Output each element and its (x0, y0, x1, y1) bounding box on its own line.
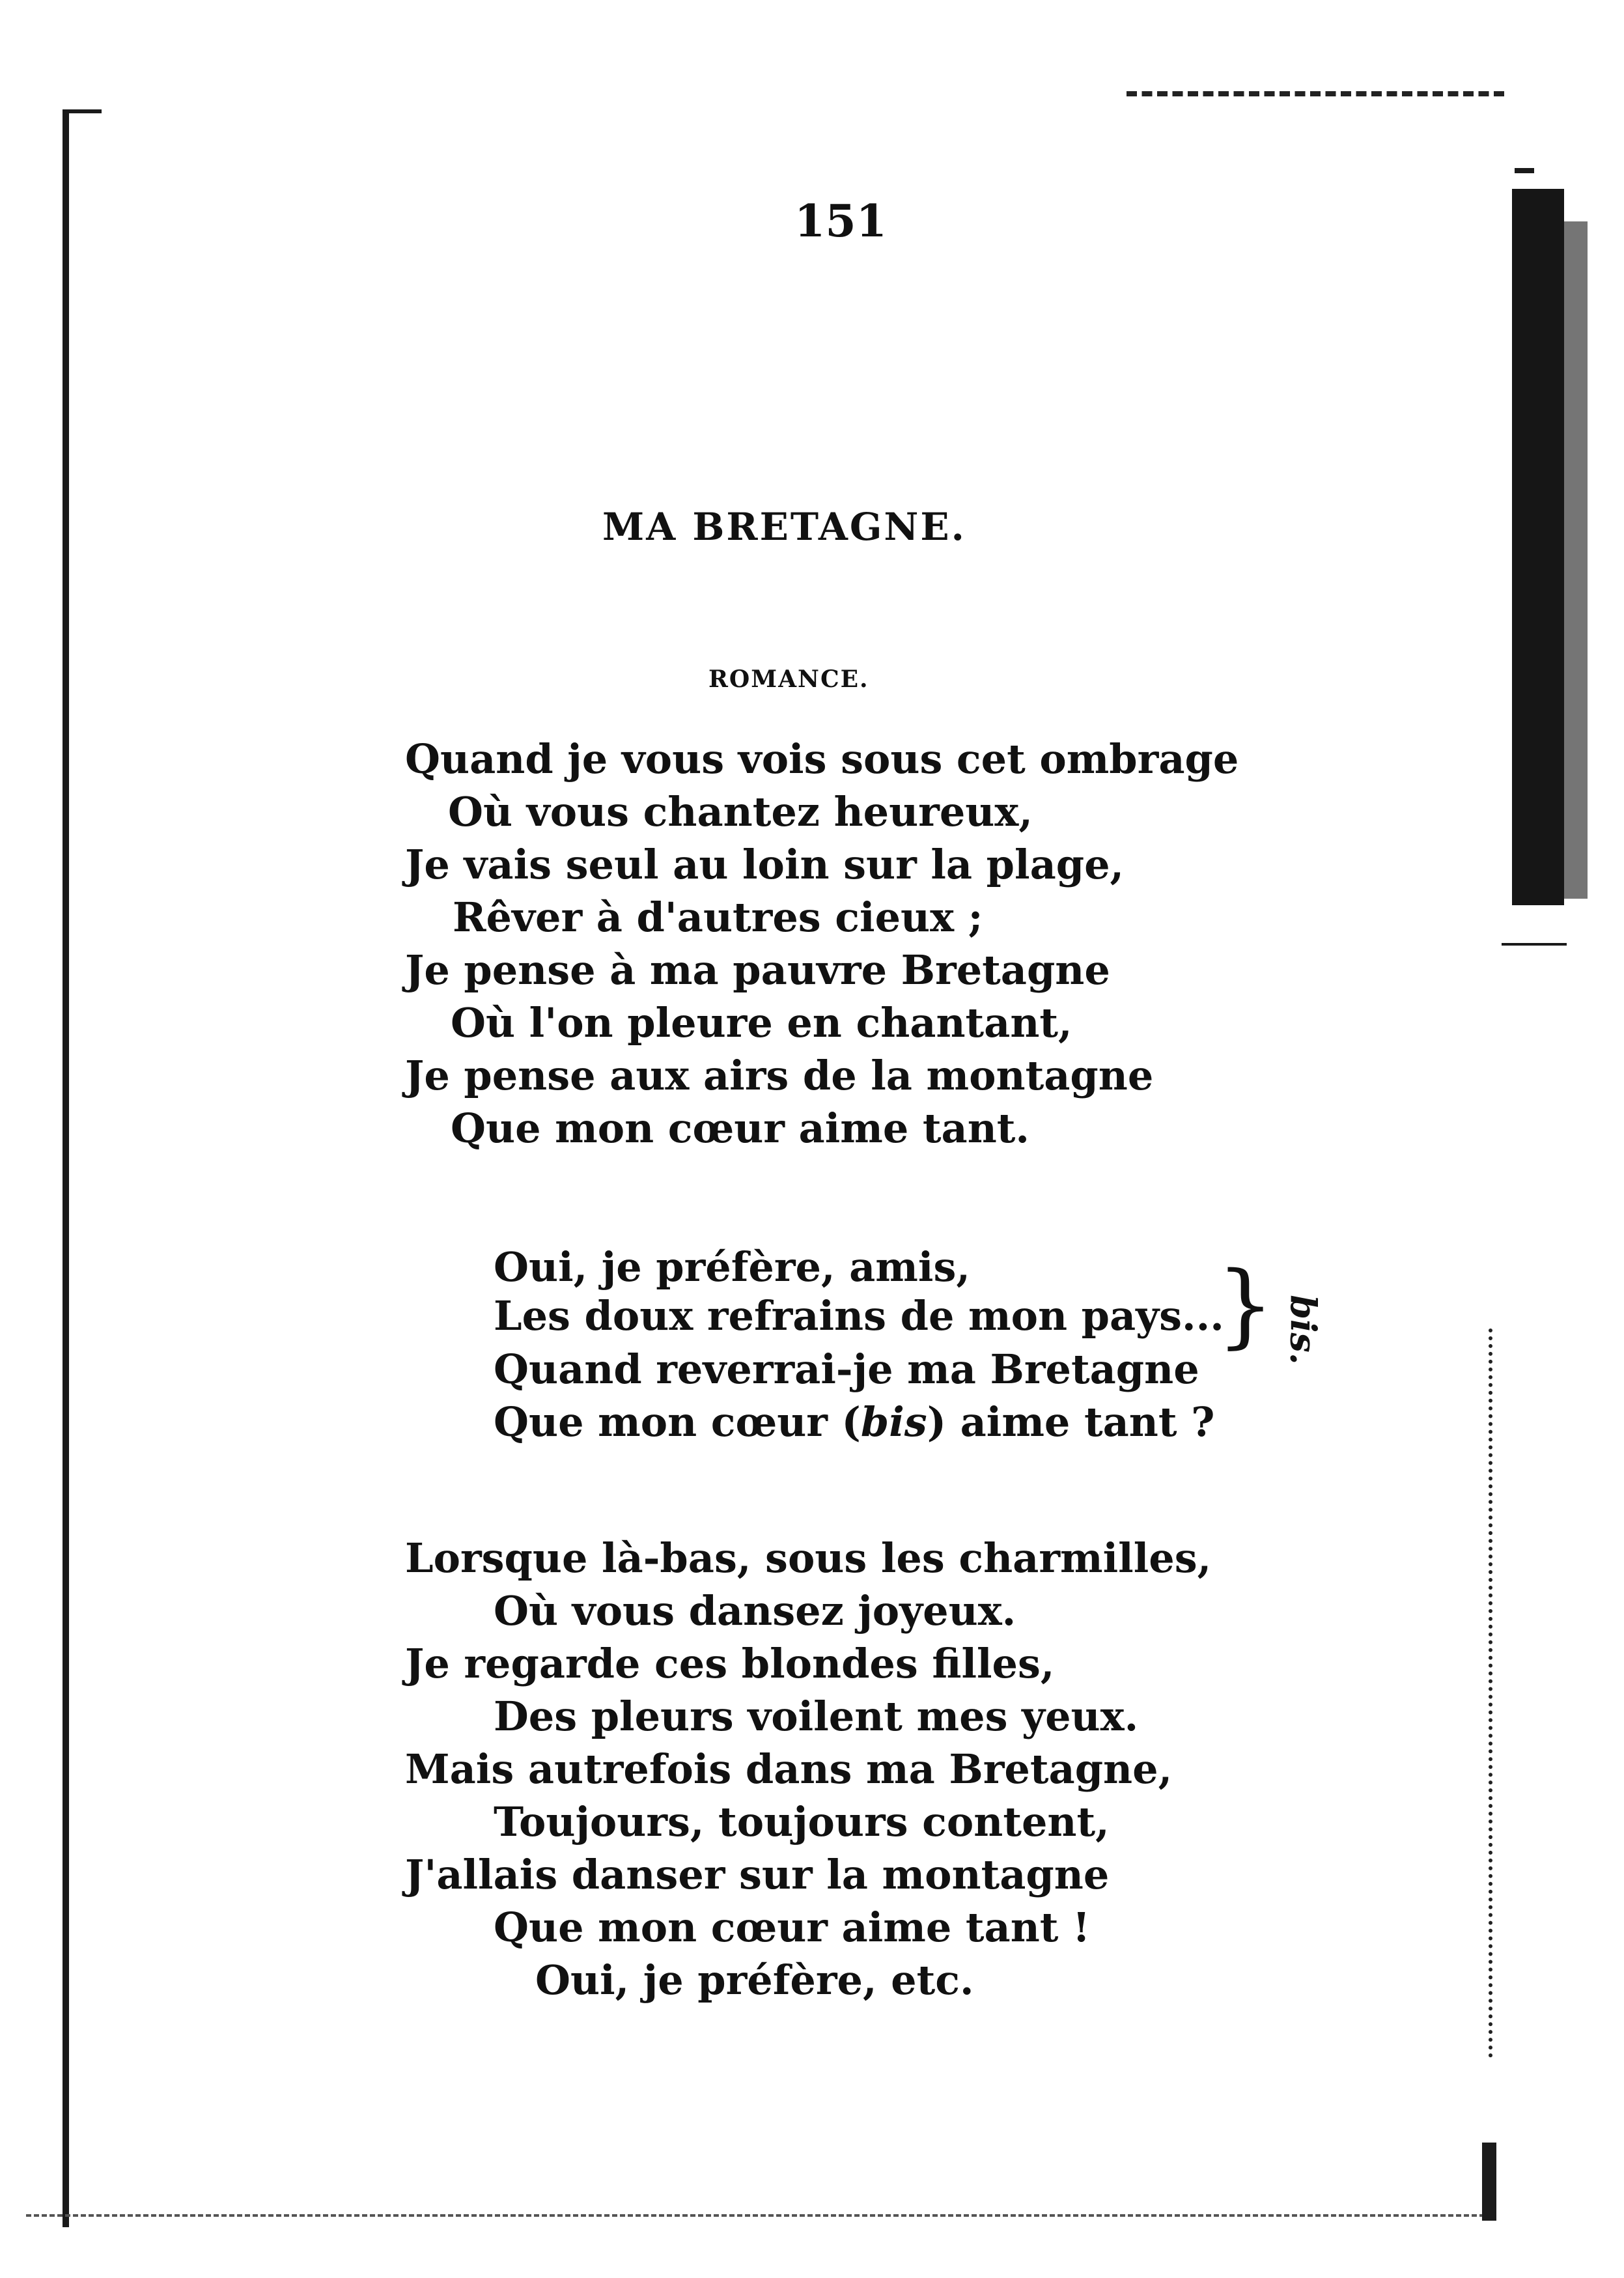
stanza2-line4: Des pleurs voilent mes yeux. (494, 1693, 1139, 1740)
stanza2-line7: J'allais danser sur la montagne (405, 1851, 1110, 1898)
refrain-line4-end: ) aime tant ? (927, 1398, 1215, 1446)
scan-rule (1502, 943, 1567, 946)
page-edge-right-block (1482, 2143, 1496, 2221)
page-edge-top (63, 109, 102, 113)
refrain-line3: Quand reverrai-je ma Bretagne (494, 1345, 1199, 1393)
scan-top-dashes (1127, 91, 1504, 103)
stanza1-line2: Où vous chantez heureux, (448, 788, 1033, 836)
stanza1-line4: Rêver à d'autres cieux ; (453, 893, 983, 941)
poem-subtitle: ROMANCE. (708, 666, 869, 693)
page-number: 151 (794, 195, 887, 247)
stanza2-line9: Oui, je préfère, etc. (535, 1956, 974, 2004)
stanza1-line8: Que mon cœur aime tant. (451, 1104, 1030, 1152)
stanza1-line6: Où l'on pleure en chantant, (451, 999, 1072, 1047)
scan-tick-mark (1515, 168, 1534, 173)
refrain-line4-start: Que mon cœur ( (494, 1398, 861, 1446)
stanza2-line2: Où vous dansez joyeux. (494, 1587, 1016, 1635)
refrain-line1: Oui, je préfère, amis, (494, 1243, 970, 1291)
stanza1-line1: Quand je vous vois sous cet ombrage (405, 735, 1239, 783)
adjacent-page-strip (1512, 189, 1564, 905)
stanza2-line6: Toujours, toujours content, (494, 1798, 1110, 1846)
refrain-brace: } (1216, 1252, 1275, 1358)
refrain-line2: Les doux refrains de mon pays... (494, 1292, 1224, 1340)
poem-title: MA BRETAGNE. (602, 505, 966, 549)
page-edge-left (63, 111, 69, 2227)
refrain-line4-bis: bis (860, 1398, 927, 1446)
stanza2-line1: Lorsque là-bas, sous les charmilles, (405, 1534, 1212, 1582)
stanza1-line3: Je vais seul au loin sur la plage, (405, 841, 1125, 888)
stanza1-line5: Je pense à ma pauvre Bretagne (405, 946, 1110, 994)
stanza2-line5: Mais autrefois dans ma Bretagne, (405, 1745, 1173, 1793)
page-edge-bottom (26, 2214, 1485, 2219)
page-edge-right (1489, 1329, 1498, 2058)
stanza2-line3: Je regarde ces blondes filles, (405, 1640, 1055, 1687)
stanza1-line7: Je pense aux airs de la montagne (405, 1052, 1154, 1099)
bis-mark: bis. (1282, 1295, 1324, 1365)
refrain-line4 (494, 1398, 1215, 1446)
stanza2-line8: Que mon cœur aime tant ! (494, 1904, 1091, 1951)
adjacent-page-strip-shadow (1564, 221, 1588, 899)
